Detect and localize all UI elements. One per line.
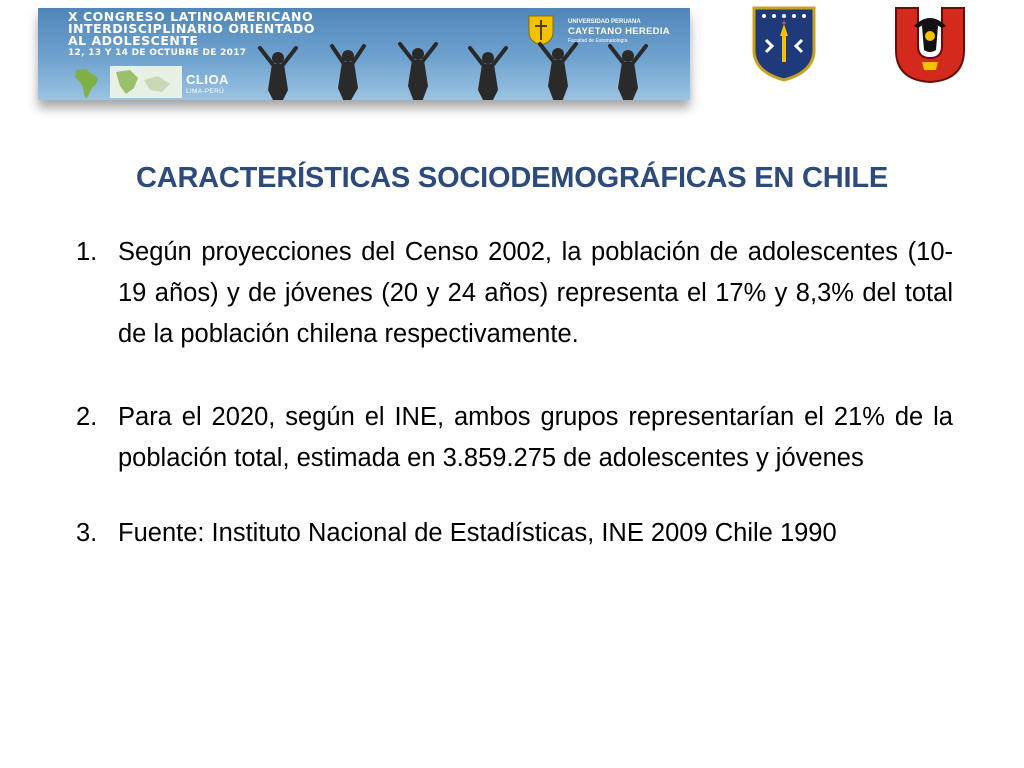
university-eagle-crest-icon	[892, 6, 968, 84]
clioa-subtitle: LIMA-PERÚ	[186, 88, 225, 95]
clioa-title: CLIOA	[186, 72, 229, 87]
latin-america-map-icon	[72, 68, 102, 100]
clioa-emblem-icon	[110, 66, 182, 98]
banner-line-2: INTERDISCIPLINARIO ORIENTADO	[68, 21, 315, 36]
list-item-text: Según proyecciones del Censo 2002, la población de adolescentes (10-19 años) y de jóvenes (20 y 24 años) representa el 17% y 8,3% del total de la población chilena respectivamente.	[118, 238, 953, 348]
content-list	[76, 232, 953, 554]
list-item	[76, 232, 953, 355]
banner-line-3: AL ADOLESCENTE	[68, 33, 199, 48]
university-shield-crest-icon	[752, 6, 816, 82]
congress-banner	[38, 8, 690, 100]
list-item-text: Para el 2020, según el INE, ambos grupos representarían el 21% de la población total, estimada en 3.859.275 de adolescentes y jóvenes	[118, 403, 953, 472]
list-item-text: Fuente: Instituto Nacional de Estadísticas, INE 2009 Chile 1990	[118, 519, 837, 547]
university-line-1: UNIVERSIDAD PERUANA	[568, 19, 641, 25]
university-line-3: Facultad de Estomatología	[568, 38, 628, 44]
clioa-logo	[110, 66, 182, 98]
list-item	[76, 513, 953, 554]
slide-title: CARACTERÍSTICAS SOCIODEMOGRÁFICAS EN CHILE	[135, 162, 889, 194]
list-item-number: 2.	[76, 403, 98, 431]
list-item	[76, 397, 953, 479]
jumping-youth-silhouettes	[238, 40, 690, 100]
banner-dates: 12, 13 Y 14 DE OCTUBRE DE 2017	[68, 48, 247, 58]
list-item-number: 1.	[76, 238, 98, 266]
university-line-2: CAYETANO HEREDIA	[568, 26, 670, 37]
list-item-number: 3.	[76, 519, 98, 547]
banner-line-1: X CONGRESO LATINOAMERICANO	[68, 9, 314, 24]
